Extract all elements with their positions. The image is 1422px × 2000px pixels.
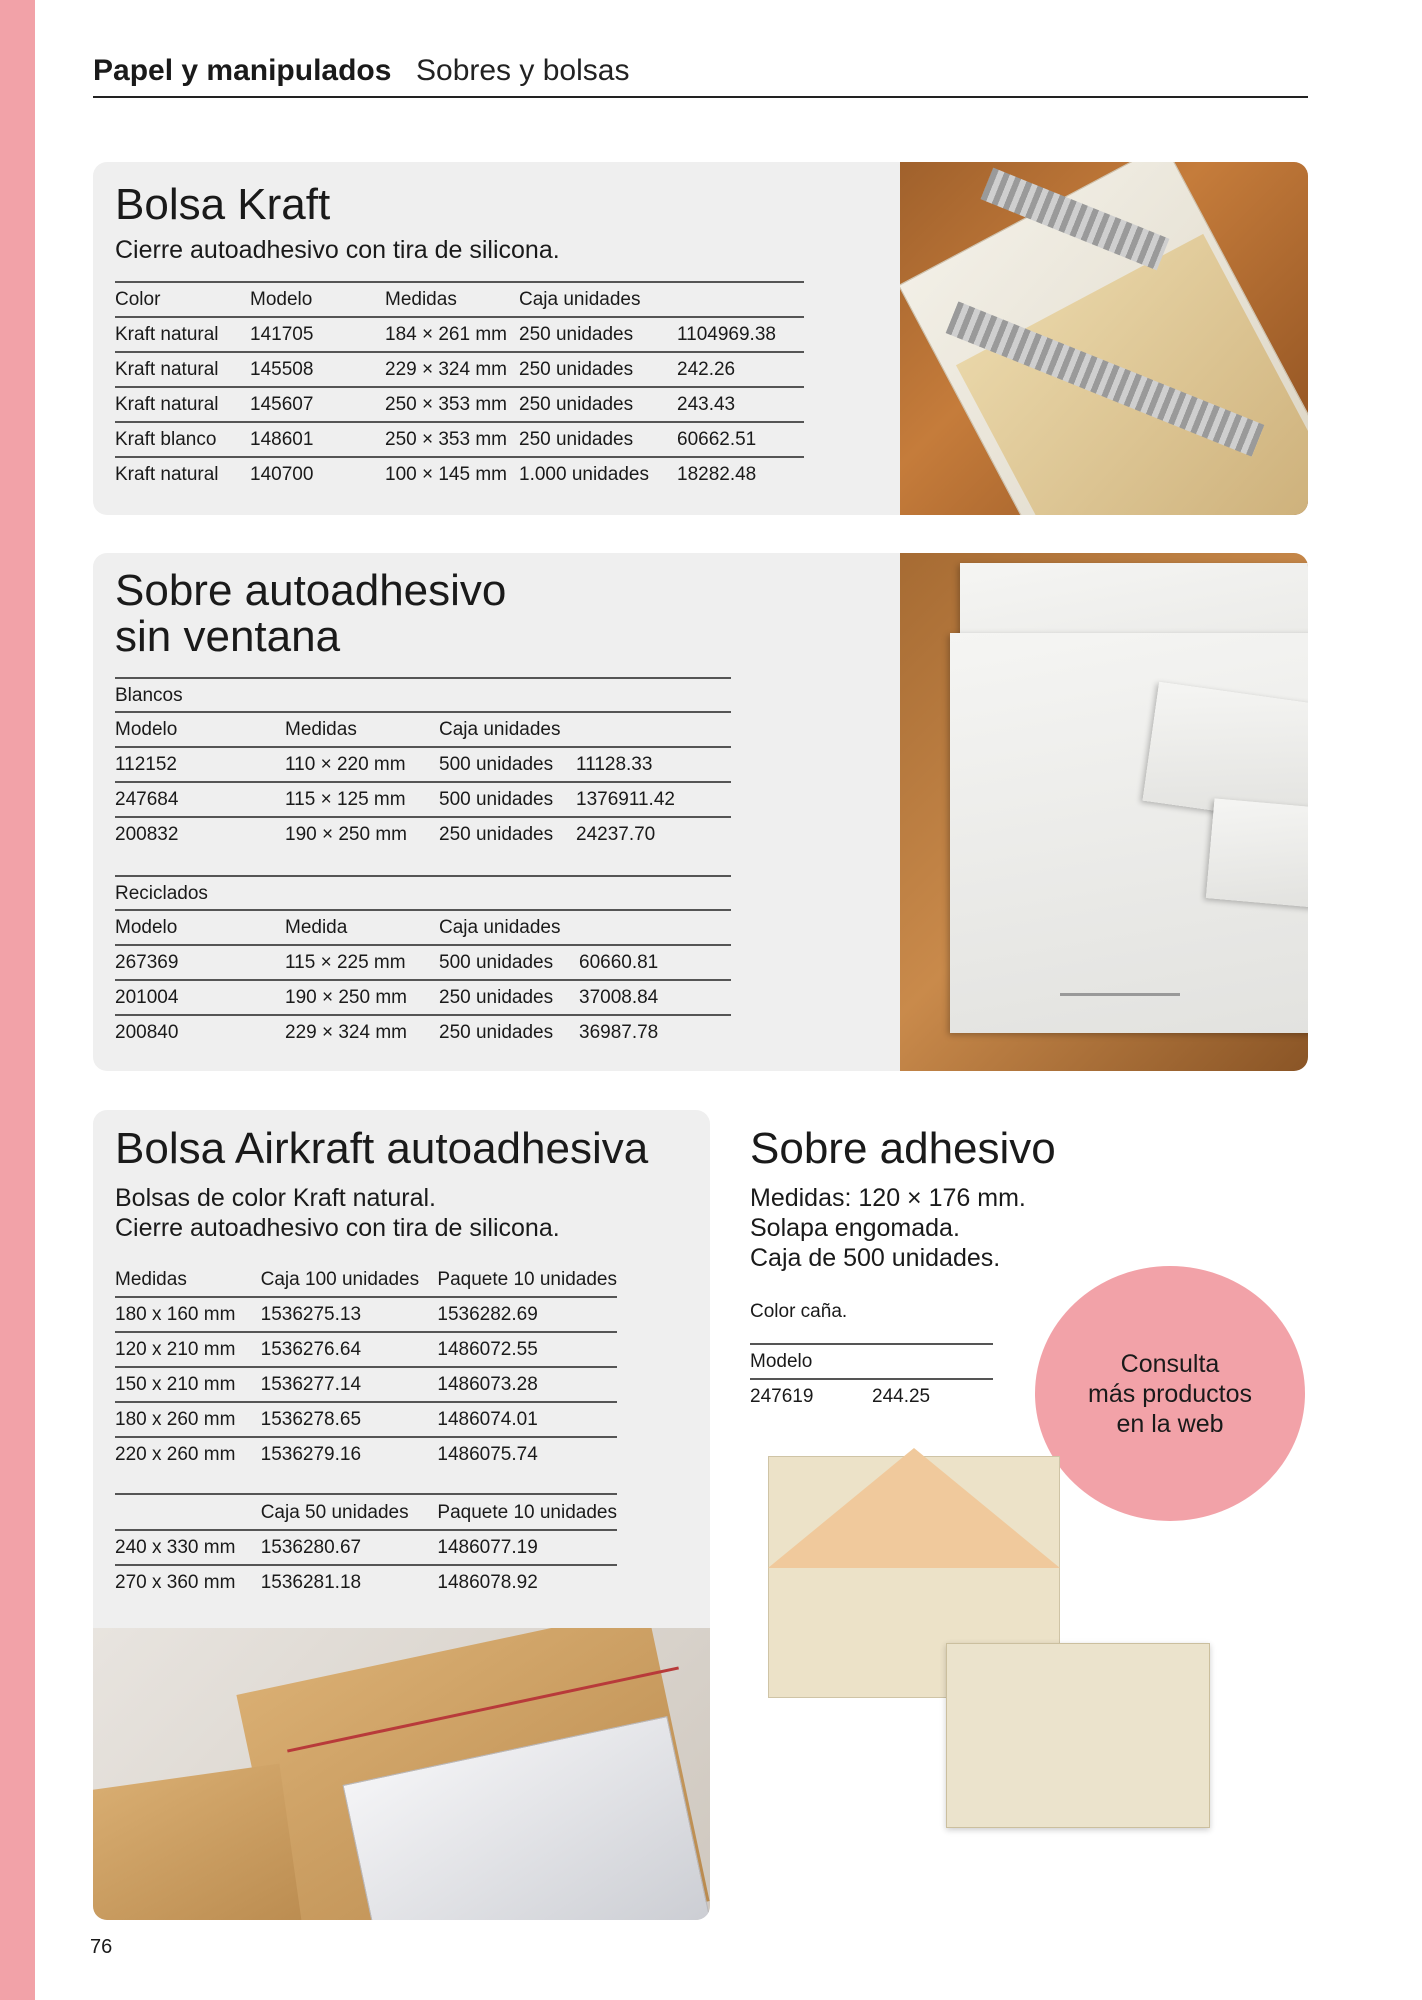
table-row: [115, 980, 731, 1015]
cell-caja: 1536275.13: [261, 1297, 438, 1332]
cell-paquete: 1486077.19: [437, 1530, 617, 1565]
sobre-adhesivo-photo: [760, 1448, 1220, 1848]
cell-modelo: 200832: [115, 823, 179, 845]
cell-paquete: 1486075.74: [437, 1443, 538, 1465]
table-row: [115, 422, 804, 457]
promo-line3: en la web: [1116, 1409, 1224, 1438]
cell-medidas: 190 × 250 mm: [285, 823, 407, 845]
promo-line2: más productos: [1088, 1379, 1252, 1408]
cell-medidas: 110 × 220 mm: [285, 747, 439, 782]
cell-value: 24237.70: [576, 823, 656, 845]
airkraft-subtitle-line2: Cierre autoadhesivo con tira de silicona.: [115, 1214, 560, 1242]
table-row: [115, 1530, 617, 1565]
cell-medidas: 100 × 145 mm: [385, 463, 507, 485]
table-row: [115, 1015, 731, 1049]
cell-paquete: 1486078.92: [437, 1571, 538, 1593]
airkraft-table-1: [115, 1263, 617, 1471]
cell-medidas: 240 x 330 mm: [115, 1530, 261, 1565]
column-header: Caja unidades: [519, 282, 677, 317]
cell-medidas: 150 x 210 mm: [115, 1367, 261, 1402]
table-row: [750, 1379, 993, 1413]
cell-medidas: 180 x 260 mm: [115, 1402, 261, 1437]
bolsa-kraft-table: [115, 281, 804, 491]
bolsa-kraft-photo: [900, 162, 1308, 515]
cell-caja: 500 unidades: [439, 782, 576, 817]
table-row: [115, 387, 804, 422]
sobre-adhesivo-desc-line1: Medidas: 120 × 176 mm.: [750, 1184, 1026, 1212]
cell-color: Kraft natural: [115, 463, 219, 485]
cell-value: 37008.84: [579, 980, 731, 1015]
cell-caja: 500 unidades: [439, 747, 576, 782]
cell-caja: 1536281.18: [260, 1571, 362, 1593]
sobre-adhesivo-desc-line3: Caja de 500 unidades.: [750, 1244, 1001, 1272]
cell-medidas: 184 × 261 mm: [385, 317, 519, 352]
blancos-table: [115, 711, 731, 851]
table-header-row: [115, 712, 731, 747]
cell-modelo: 267369: [115, 945, 285, 980]
column-header: Color: [115, 282, 250, 317]
bolsa-kraft-title: Bolsa Kraft: [115, 180, 331, 229]
cell-caja: 250 unidades: [519, 317, 677, 352]
cell-color: Kraft natural: [115, 352, 250, 387]
cell-paquete: 1536282.69: [437, 1297, 617, 1332]
cell-caja: 250 unidades: [439, 1021, 554, 1043]
cell-color: Kraft natural: [115, 387, 250, 422]
table-row: [115, 457, 804, 491]
section-title: Papel y manipulados: [93, 54, 392, 87]
airkraft-photo: [93, 1628, 710, 1920]
cell-modelo: 140700: [250, 463, 314, 485]
cell-medidas: 180 x 160 mm: [115, 1297, 261, 1332]
table-header-row: [115, 282, 804, 317]
cell-color: Kraft blanco: [115, 422, 250, 457]
table-row: [115, 1402, 617, 1437]
cell-medidas: 270 x 360 mm: [115, 1571, 236, 1593]
cell-modelo: 141705: [250, 317, 385, 352]
table-row: [115, 1297, 617, 1332]
page-header: [93, 50, 1308, 98]
column-header: [677, 282, 804, 317]
column-header: Paquete 10 unidades: [437, 1496, 617, 1530]
sobre-adhesivo-color: Color caña.: [750, 1301, 848, 1322]
cell-value: 242.26: [677, 352, 804, 387]
column-header: Modelo: [750, 1344, 993, 1379]
table-row: [115, 1367, 617, 1402]
airkraft-table-2: [115, 1496, 617, 1599]
subsection-title: Sobres y bolsas: [416, 54, 630, 87]
sobre-sin-ventana-photo: [900, 553, 1308, 1071]
table-header-row: [115, 1263, 617, 1297]
cell-modelo: 247619: [750, 1385, 814, 1407]
column-header: [579, 910, 731, 945]
cell-caja: 1536276.64: [261, 1332, 438, 1367]
table-header-row: [115, 910, 731, 945]
cell-color: Kraft natural: [115, 317, 250, 352]
cell-modelo: 247684: [115, 782, 285, 817]
column-header: Medidas: [285, 712, 439, 747]
table-row: [115, 817, 731, 851]
page-edge-strip: [0, 0, 35, 2000]
cell-caja: 250 unidades: [519, 422, 677, 457]
cell-caja: 250 unidades: [519, 387, 677, 422]
cell-paquete: 1486074.01: [437, 1402, 617, 1437]
cell-modelo: 201004: [115, 980, 285, 1015]
column-header: Caja 100 unidades: [261, 1263, 438, 1297]
table-row: [115, 747, 731, 782]
blancos-label: Blancos: [115, 685, 183, 706]
cell-caja: 250 unidades: [519, 352, 677, 387]
cell-caja: 1536280.67: [261, 1530, 438, 1565]
sobre-adhesivo-title: Sobre adhesivo: [750, 1124, 1056, 1173]
cell-caja: 250 unidades: [439, 980, 579, 1015]
promo-line1: Consulta: [1120, 1349, 1220, 1378]
cell-caja: 1536278.65: [261, 1402, 438, 1437]
cell-caja: 250 unidades: [439, 823, 554, 845]
cell-medidas: 250 × 353 mm: [385, 422, 519, 457]
cell-medidas: 229 × 324 mm: [385, 352, 519, 387]
table-row: [115, 1332, 617, 1367]
table-header-row: [115, 1496, 617, 1530]
column-header: Modelo: [115, 712, 285, 747]
column-header: [115, 1496, 261, 1530]
cell-caja: 500 unidades: [439, 945, 579, 980]
table-row: [115, 1565, 617, 1599]
airkraft-subtitle-line1: Bolsas de color Kraft natural.: [115, 1184, 436, 1212]
cell-modelo: 148601: [250, 422, 385, 457]
cell-paquete: 1486073.28: [437, 1367, 617, 1402]
cell-value: 36987.78: [579, 1021, 659, 1043]
cell-value: 244.25: [872, 1385, 931, 1407]
cell-medidas: 250 × 353 mm: [385, 387, 519, 422]
column-header: Caja unidades: [439, 712, 576, 747]
column-header: Paquete 10 unidades: [437, 1263, 617, 1297]
column-header: [576, 712, 731, 747]
cell-medidas: 220 x 260 mm: [115, 1443, 236, 1465]
reciclados-table: [115, 909, 731, 1049]
table-row: [115, 945, 731, 980]
cell-medidas: 120 x 210 mm: [115, 1332, 261, 1367]
table-header-row: [750, 1344, 993, 1379]
column-header: Caja 50 unidades: [261, 1496, 438, 1530]
cell-value: 11128.33: [576, 747, 731, 782]
sobre-sin-ventana-title-line2: sin ventana: [115, 612, 341, 661]
column-header: Medida: [285, 910, 439, 945]
column-header: Caja unidades: [439, 910, 579, 945]
cell-caja: 1.000 unidades: [519, 463, 649, 485]
page-number: 76: [90, 1936, 113, 1958]
cell-modelo: 112152: [115, 747, 285, 782]
cell-modelo: 145508: [250, 352, 385, 387]
cell-medidas: 115 × 225 mm: [285, 945, 439, 980]
cell-medidas: 190 × 250 mm: [285, 980, 439, 1015]
table-row: [115, 352, 804, 387]
cell-modelo: 200840: [115, 1021, 179, 1043]
cell-caja: 1536279.16: [260, 1443, 362, 1465]
cell-medidas: 229 × 324 mm: [285, 1021, 407, 1043]
column-header: Medidas: [115, 1263, 261, 1297]
bolsa-kraft-subtitle: Cierre autoadhesivo con tira de silicona.: [115, 236, 560, 264]
cell-value: 60662.51: [677, 422, 804, 457]
airkraft-title: Bolsa Airkraft autoadhesiva: [115, 1124, 649, 1173]
reciclados-label: Reciclados: [115, 883, 208, 904]
cell-value: 18282.48: [677, 463, 757, 485]
sobre-adhesivo-desc-line2: Solapa engomada.: [750, 1214, 960, 1242]
cell-paquete: 1486072.55: [437, 1332, 617, 1367]
cell-modelo: 145607: [250, 387, 385, 422]
cell-value: 243.43: [677, 387, 804, 422]
table-row: [115, 782, 731, 817]
table-row: [115, 317, 804, 352]
sobre-adhesivo-table: [750, 1343, 993, 1413]
cell-caja: 1536277.14: [261, 1367, 438, 1402]
cell-value: 1376911.42: [576, 782, 731, 817]
cell-medidas: 115 × 125 mm: [285, 782, 439, 817]
column-header: Modelo: [115, 910, 285, 945]
cell-value: 60660.81: [579, 945, 731, 980]
column-header: Modelo: [250, 282, 385, 317]
sobre-sin-ventana-title-line1: Sobre autoadhesivo: [115, 566, 507, 615]
column-header: Medidas: [385, 282, 519, 317]
cell-value: 1104969.38: [677, 317, 804, 352]
table-row: [115, 1437, 617, 1471]
